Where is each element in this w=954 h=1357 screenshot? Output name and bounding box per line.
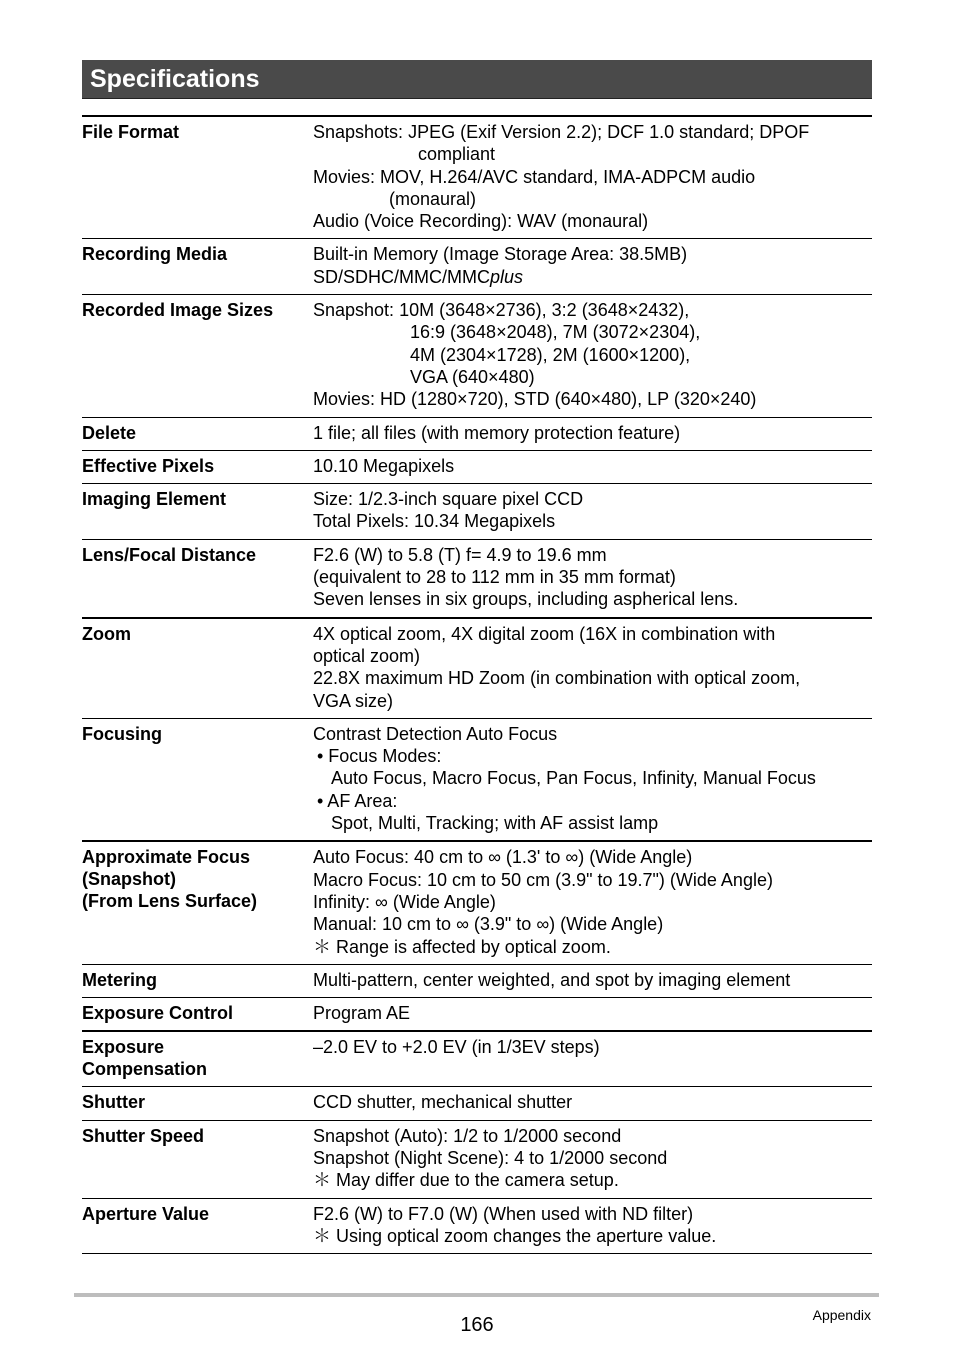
spec-value-line	[313, 1225, 872, 1247]
page-title: Specifications	[90, 65, 260, 93]
spec-value-line	[313, 210, 872, 232]
spec-value-text: Manual: 10 cm to ∞ (3.9" to ∞) (Wide Angle)	[313, 914, 664, 935]
spec-row	[82, 619, 872, 719]
spec-row	[82, 239, 872, 295]
spec-value-text: Contrast Detection Auto Focus	[313, 723, 558, 744]
spec-value-line	[313, 1091, 872, 1113]
spec-label	[82, 422, 313, 444]
spec-label-line: Focusing	[82, 723, 162, 744]
spec-value-line	[313, 143, 872, 165]
spec-value	[313, 422, 872, 444]
spec-label	[82, 1036, 313, 1080]
spec-value-text: 4M (2304×1728), 2M (1600×1200),	[410, 344, 691, 365]
spec-label	[82, 299, 313, 410]
spec-value-line	[313, 344, 872, 366]
spec-value-text: F2.6 (W) to 5.8 (T) f= 4.9 to 19.6 mm	[313, 544, 607, 565]
spec-value-line	[313, 767, 872, 789]
spec-value-text: Auto Focus: 40 cm to ∞ (1.3' to ∞) (Wide Angle)	[313, 847, 693, 868]
spec-row	[82, 295, 872, 417]
spec-label-line: Lens/Focal Distance	[82, 544, 257, 565]
spec-row	[82, 998, 872, 1032]
spec-label-line: Delete	[82, 422, 137, 443]
spec-value-line	[313, 969, 872, 991]
spec-value-text: ＊ May differ due to the camera setup.	[313, 1170, 619, 1191]
spec-value-line	[313, 623, 872, 645]
spec-value-text: 16:9 (3648×2048), 7M (3072×2304),	[410, 322, 701, 343]
spec-value-text: Spot, Multi, Tracking; with AF assist lamp	[331, 813, 659, 834]
spec-value-line	[313, 846, 872, 868]
spec-value-line	[313, 488, 872, 510]
spec-value-line	[313, 936, 872, 958]
spec-value	[313, 544, 872, 611]
spec-label	[82, 1091, 313, 1113]
spec-value-text: Snapshots: JPEG (Exif Version 2.2); DCF 1.0 standard; DPOF	[313, 122, 810, 142]
spec-value-text: Audio (Voice Recording): WAV (monaural)	[313, 211, 649, 232]
spec-value-text: VGA (640×480)	[410, 366, 535, 387]
spec-row	[82, 484, 872, 540]
spec-label	[82, 723, 313, 834]
spec-value	[313, 969, 872, 991]
spec-value-italic: plus	[490, 266, 524, 287]
spec-row	[82, 1032, 872, 1087]
spec-value-text: F2.6 (W) to F7.0 (W) (When used with ND filter)	[313, 1203, 694, 1224]
spec-value-text: Snapshot (Night Scene): 4 to 1/2000 second	[313, 1147, 668, 1168]
spec-label-line: Exposure Control	[82, 1003, 234, 1024]
spec-value	[313, 723, 872, 834]
spec-value-line	[313, 544, 872, 566]
spec-label	[82, 846, 313, 957]
spec-value-text: Size: 1/2.3-inch square pixel CCD	[313, 489, 584, 510]
spec-row	[82, 418, 872, 451]
spec-value	[313, 1203, 872, 1248]
spec-value	[313, 243, 872, 288]
spec-row	[82, 1121, 872, 1199]
specifications-table	[82, 115, 872, 1254]
spec-value-line	[313, 645, 872, 667]
spec-value	[313, 121, 872, 232]
footer-section-name: Appendix	[812, 1307, 871, 1323]
spec-value-text: Movies: HD (1280×720), STD (640×480), LP (320×240)	[313, 389, 757, 410]
spec-value-text: 22.8X maximum HD Zoom (in combination with optical zoom,	[313, 668, 801, 689]
spec-value-text: 4X optical zoom, 4X digital zoom (16X in combination with	[313, 623, 776, 644]
spec-row	[82, 719, 872, 842]
spec-row	[82, 1087, 872, 1120]
spec-value-line	[313, 1125, 872, 1147]
spec-value	[313, 1036, 872, 1080]
spec-row	[82, 117, 872, 239]
spec-row	[82, 1199, 872, 1255]
spec-value-text: • Focus Modes:	[317, 746, 442, 767]
spec-value-text: Program AE	[313, 1003, 411, 1024]
spec-value-line	[313, 812, 872, 834]
spec-label	[82, 1125, 313, 1192]
spec-label	[82, 1203, 313, 1248]
spec-value-line	[313, 1169, 872, 1191]
spec-value-line	[313, 588, 872, 610]
spec-value-line	[313, 1036, 872, 1058]
spec-value-text: VGA size)	[313, 690, 394, 711]
spec-value-text: ＊ Range is affected by optical zoom.	[313, 936, 611, 957]
spec-value-text: Snapshot (Auto): 1/2 to 1/2000 second	[313, 1125, 622, 1146]
spec-value-text: • AF Area:	[317, 790, 398, 811]
spec-label-line: Effective Pixels	[82, 455, 215, 476]
spec-label-line: Approximate Focus	[82, 847, 251, 868]
spec-value-text: SD/SDHC/MMC/MMC	[313, 266, 490, 287]
spec-label	[82, 623, 313, 712]
spec-value-line	[313, 266, 872, 288]
spec-value-line	[313, 188, 872, 210]
spec-value-line	[313, 299, 872, 321]
spec-value-text: Macro Focus: 10 cm to 50 cm (3.9" to 19.7") (Wide Angle)	[313, 869, 773, 890]
spec-label-line: Exposure	[82, 1037, 165, 1058]
spec-value-line	[313, 388, 872, 410]
spec-label	[82, 121, 313, 232]
spec-value-line	[313, 455, 872, 477]
spec-label-line: Compensation	[82, 1059, 208, 1080]
spec-value-text: CCD shutter, mechanical shutter	[313, 1092, 573, 1113]
spec-value-line	[313, 366, 872, 388]
spec-row	[82, 965, 872, 998]
spec-label	[82, 488, 313, 533]
spec-value-text: Infinity: ∞ (Wide Angle)	[313, 891, 496, 912]
spec-label-line: Metering	[82, 969, 158, 990]
spec-label-line: Recorded Image Sizes	[82, 300, 274, 321]
spec-value-line	[313, 1203, 872, 1225]
spec-value-line	[313, 869, 872, 891]
spec-value-line	[313, 321, 872, 343]
spec-label-line: Zoom	[82, 623, 131, 644]
footer-divider	[74, 1293, 879, 1297]
spec-label-line: Shutter	[82, 1092, 145, 1113]
spec-value-text: Snapshot: 10M (3648×2736), 3:2 (3648×2432),	[313, 300, 690, 321]
spec-value-line	[313, 790, 872, 812]
spec-value-text: 10.10 Megapixels	[313, 455, 455, 476]
spec-value	[313, 1091, 872, 1113]
spec-value-text: (equivalent to 28 to 112 mm in 35 mm format)	[313, 567, 676, 588]
spec-value	[313, 1125, 872, 1192]
spec-value	[313, 488, 872, 533]
spec-label-line: Imaging Element	[82, 489, 227, 510]
spec-label-line: File Format	[82, 122, 180, 142]
spec-value	[313, 623, 872, 712]
spec-value	[313, 455, 872, 477]
spec-label-line: (From Lens Surface)	[82, 891, 258, 912]
spec-value-line	[313, 1147, 872, 1169]
spec-row	[82, 842, 872, 964]
spec-label	[82, 455, 313, 477]
spec-value-text: Movies: MOV, H.264/AVC standard, IMA-ADPCM audio	[313, 166, 756, 187]
spec-value-text: Multi-pattern, center weighted, and spot by imaging element	[313, 969, 791, 990]
spec-row	[82, 451, 872, 484]
spec-label-line: (Snapshot)	[82, 869, 176, 890]
spec-label	[82, 544, 313, 611]
spec-value-text: Built-in Memory (Image Storage Area: 38.5MB)	[313, 244, 688, 265]
spec-value	[313, 846, 872, 957]
spec-value-text: ＊ Using optical zoom changes the aperture value.	[313, 1225, 717, 1246]
spec-value-text: (monaural)	[389, 188, 477, 209]
spec-value-line	[313, 166, 872, 188]
spec-value-line	[313, 723, 872, 745]
spec-label-line: Recording Media	[82, 244, 228, 265]
spec-value-line	[313, 667, 872, 689]
spec-value-line	[313, 422, 872, 444]
spec-value-text: Seven lenses in six groups, including aspherical lens.	[313, 589, 739, 610]
spec-label	[82, 1002, 313, 1024]
spec-value-line	[313, 510, 872, 532]
spec-value-text: optical zoom)	[313, 645, 421, 666]
spec-label-line: Shutter Speed	[82, 1125, 205, 1146]
spec-value-text: –2.0 EV to +2.0 EV (in 1/3EV steps)	[313, 1037, 600, 1058]
spec-value-line	[313, 891, 872, 913]
spec-value-line	[313, 566, 872, 588]
spec-value-text: Auto Focus, Macro Focus, Pan Focus, Infinity, Manual Focus	[331, 768, 816, 789]
spec-label	[82, 243, 313, 288]
page-number: 166	[460, 1314, 494, 1336]
spec-value-line	[313, 690, 872, 712]
spec-value-line	[313, 913, 872, 935]
spec-value-text: Total Pixels: 10.34 Megapixels	[313, 511, 556, 532]
spec-value-line	[313, 1002, 872, 1024]
spec-value	[313, 1002, 872, 1024]
spec-value-line	[313, 243, 872, 265]
spec-value-line	[313, 121, 872, 143]
spec-value-text: compliant	[418, 144, 496, 165]
spec-value-line	[313, 745, 872, 767]
spec-value-text: 1 file; all files (with memory protection feature)	[313, 422, 681, 443]
section-title-bar	[82, 60, 872, 99]
spec-value	[313, 299, 872, 410]
spec-label	[82, 969, 313, 991]
spec-label-line: Aperture Value	[82, 1203, 210, 1224]
spec-row	[82, 540, 872, 619]
